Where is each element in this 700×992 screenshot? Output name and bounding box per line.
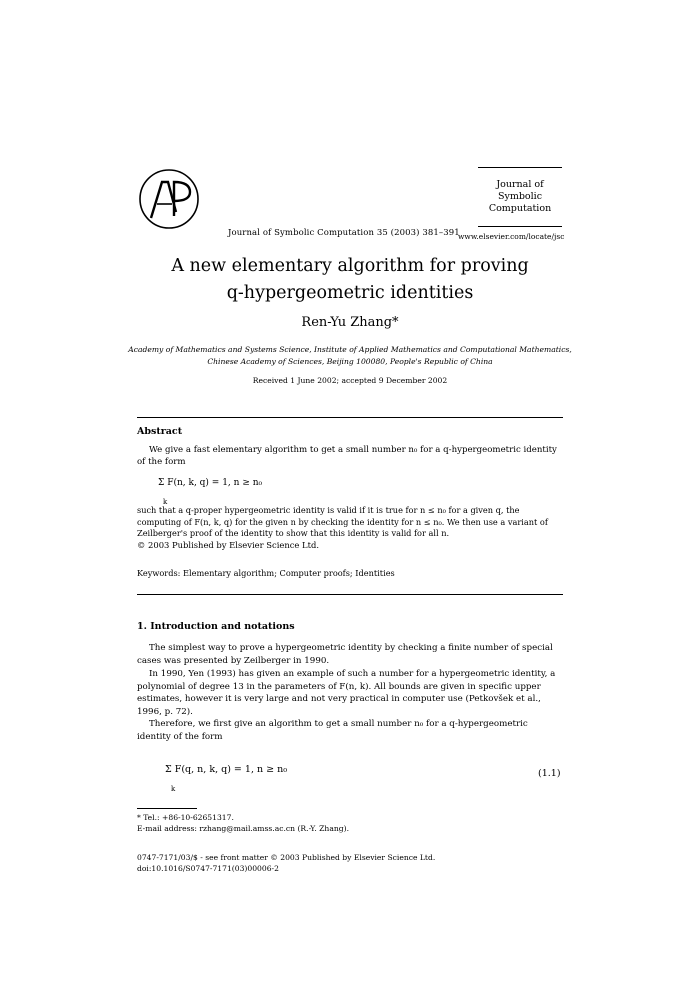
affiliation-line-2: Chinese Academy of Sciences, Beijing 100080, People's Republic of China — [207, 357, 493, 366]
abstract-paragraph-2: such that a q-proper hypergeometric identity is valid if it is true for n ≤ n₀ for a given q, the computing of F(n, k, q) for the given n by checking the identity for n ≤ n₀. We then use a variant of Zeilberger's proof of the identity to show that this identity is valid for all n. — [137, 505, 548, 538]
equation-text: Σ F(q, n, k, q) = 1, n ≥ n₀ — [165, 764, 288, 775]
journal-url[interactable]: www.elsevier.com/locate/jsc — [458, 232, 565, 241]
abstract-paragraph-1: We give a fast elementary algorithm to get a small number n₀ for a q-hypergeometric identity of the form — [137, 445, 557, 467]
paper-title — [0, 253, 700, 307]
issn-line: 0747-7171/03/$ - see front matter © 2003 Published by Elsevier Science Ltd. — [137, 853, 436, 862]
publisher-logo — [138, 168, 200, 230]
author-name: Ren-Yu Zhang* — [301, 315, 399, 330]
footnote-email: E-mail address: rzhang@mail.amss.ac.cn (R.-Y. Zhang). — [137, 824, 349, 833]
formula-text: Σ F(n, k, q) = 1, n ≥ n₀ — [158, 478, 263, 488]
equation-1-1 — [165, 764, 288, 793]
journal-name-line: Journal of — [496, 179, 544, 190]
publisher-logo-icon — [138, 168, 200, 230]
journal-name-box — [478, 167, 562, 227]
keywords: Keywords: Elementary algorithm; Computer proofs; Identities — [137, 568, 395, 578]
journal-citation: Journal of Symbolic Computation 35 (2003) 381–391 — [228, 228, 460, 238]
affiliation-line-1: Academy of Mathematics and Systems Science, Institute of Applied Mathematics and Computational Mathematics, — [128, 345, 572, 354]
body-paragraph-3: Therefore, we first give an algorithm to get a small number n₀ for a q-hypergeometric identity of the form — [137, 719, 528, 742]
title-line-2: q-hypergeometric identities — [226, 283, 474, 303]
section-heading: 1. Introduction and notations — [137, 621, 295, 632]
journal-name-line: Computation — [488, 203, 552, 214]
title-line-1: A new elementary algorithm for proving — [171, 256, 529, 276]
footnote-rule — [137, 808, 197, 809]
abstract-formula — [158, 478, 263, 506]
equation-number: (1.1) — [538, 768, 561, 779]
equation-subscript: k — [171, 785, 176, 793]
abstract-heading: Abstract — [137, 426, 183, 437]
received-date: Received 1 June 2002; accepted 9 December 2002 — [252, 376, 448, 385]
issn-block — [137, 852, 435, 874]
journal-name-line: Symbolic — [497, 191, 543, 202]
abstract-bottom-rule — [137, 594, 563, 595]
body-paragraph-2: In 1990, Yen (1993) has given an example of such a number for a hypergeometric identity, a polynomial of degree 13 in the parameters of F(n, k). All bounds are given in specific upper estimates, however it is very large and not very practical in computer use (Petkovšek et al., 1996, p. 72). — [137, 669, 556, 717]
doi-line[interactable]: doi:10.1016/S0747-7171(03)00006-2 — [137, 864, 279, 873]
abstract-top-rule — [137, 417, 563, 418]
formula-subscript: k — [163, 498, 168, 506]
affiliation — [0, 344, 700, 368]
copyright-notice: © 2003 Published by Elsevier Science Ltd. — [137, 540, 319, 550]
footnote-tel: * Tel.: +86-10-62651317. — [137, 813, 234, 822]
body-paragraph-1: The simplest way to prove a hypergeometric identity by checking a finite number of special cases was presented by Zeilberger in 1990. — [137, 643, 553, 666]
